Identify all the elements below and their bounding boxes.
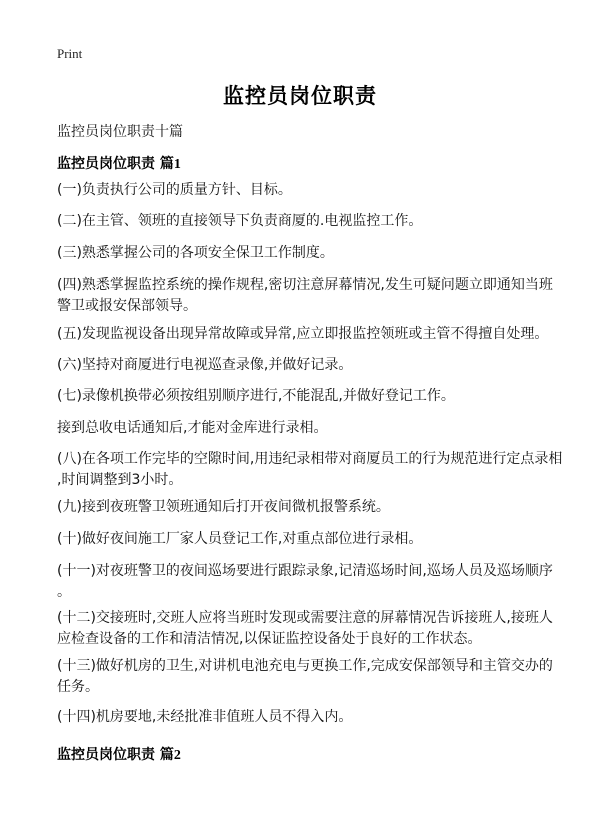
paragraph-line: (十三)做好机房的卫生,对讲机电池充电与更换工作,完成安保部领导和主管交办的 (57, 658, 553, 674)
paragraph-line: (八)在各项工作完毕的空隙时间,用违纪录相带对商厦员工的行为规范进行定点录相 (57, 451, 563, 467)
document-subtitle: 监控员岗位职责十篇 (57, 124, 183, 140)
section-heading-number: 2 (173, 748, 181, 763)
paragraph (57, 355, 555, 376)
paragraph-line: (九)接到夜班警卫领班通知后打开夜间微机报警系统。 (57, 499, 390, 515)
paragraph-line: (三)熟悉掌握公司的各项安全保卫工作制度。 (57, 245, 334, 261)
paragraph (57, 561, 555, 603)
paragraph-line: (十)做好夜间施工厂家人员登记工作,对重点部位进行录相。 (57, 531, 423, 547)
section-heading-number: 1 (173, 157, 181, 172)
paragraph-line: (四)熟悉掌握监控系统的操作规程,密切注意屏幕情况,发生可疑问题立即通知当班 (57, 277, 553, 293)
print-label: Print (57, 46, 83, 61)
paragraph (57, 324, 555, 345)
paragraph-line: 警卫或报安保部领导。 (57, 298, 197, 314)
paragraph-line: (七)录像机换带必须按组别顺序进行,不能混乱,并做好登记工作。 (57, 388, 455, 404)
paragraph-line: 应检查设备的工作和清洁情况,以保证监控设备处于良好的工作状态。 (57, 631, 482, 647)
paragraph (57, 656, 555, 698)
paragraph-line: 接到总收电话通知后,才能对金库进行录相。 (57, 420, 328, 436)
section-heading-2 (57, 744, 181, 764)
paragraph (57, 275, 555, 317)
paragraph-line: 。 (57, 584, 71, 600)
paragraph (57, 180, 555, 201)
paragraph-line: (一)负责执行公司的质量方针、目标。 (57, 182, 292, 198)
paragraph (57, 243, 555, 264)
paragraph (57, 211, 555, 232)
paragraph (57, 497, 555, 518)
paragraph (57, 529, 555, 550)
paragraph-line: (六)坚持对商厦进行电视巡查录像,并做好记录。 (57, 357, 353, 373)
document-title: 监控员岗位职责 (223, 84, 377, 108)
paragraph (57, 386, 555, 407)
paragraph-line: (二)在主管、领班的直接领导下负责商厦的.电视监控工作。 (57, 213, 423, 229)
section-heading-text: 监控员岗位职责 篇 (57, 747, 174, 763)
paragraph-line: (十二)交接班时,交班人应将当班时发现或需要注意的屏幕情况告诉接班人,接班人 (57, 610, 553, 626)
paragraph-line: 任务。 (57, 679, 99, 695)
paragraph-line: (十一)对夜班警卫的夜间巡场要进行跟踪录象,记清巡场时间,巡场人员及巡场顺序 (57, 563, 553, 579)
section-heading-text: 监控员岗位职责 篇 (57, 156, 174, 172)
paragraph-line: (五)发现监视设备出现异常故障或异常,应立即报监控领班或主管不得擅自处理。 (57, 326, 549, 342)
paragraph-line: ,时间调整到3小时。 (57, 472, 183, 488)
paragraph (57, 418, 555, 439)
paragraph (57, 707, 555, 728)
section-heading-1 (57, 153, 181, 173)
paragraph (57, 449, 563, 491)
paragraph-line: (十四)机房要地,未经批准非值班人员不得入内。 (57, 709, 353, 725)
paragraph (57, 608, 555, 650)
